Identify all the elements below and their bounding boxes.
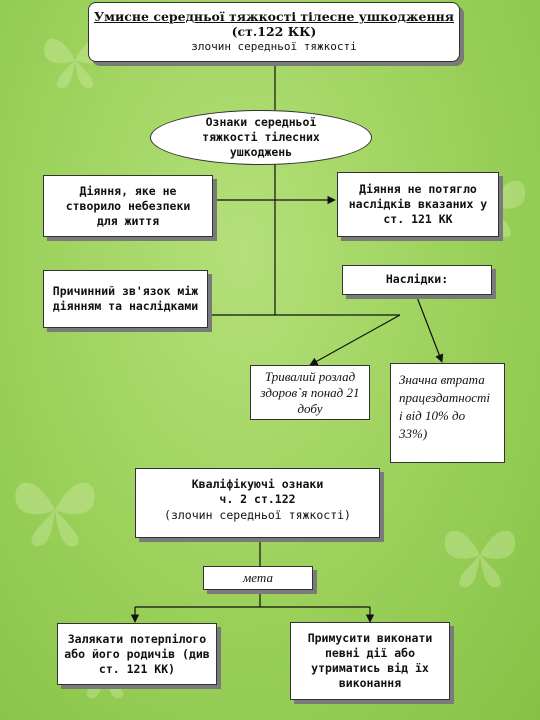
consequences-box — [342, 265, 492, 295]
consequence-2-text: Значна втрата працездатності і від 10% до 33%) — [399, 372, 491, 441]
header-article: (ст.122 КК) — [231, 24, 317, 39]
goal-1-text: Залякати потерпілого або його родичів (див ст. 121 КК) — [64, 631, 210, 676]
qualifying-title: Кваліфікуючі ознаки — [191, 477, 324, 491]
goal-1-box — [57, 623, 217, 685]
left-top-box — [43, 175, 213, 237]
signs-title: Ознаки середньої тяжкості тілесних ушкоджень — [202, 115, 320, 159]
header-box — [88, 2, 460, 62]
goal-2-text: Примусити виконати певні дії або утриматись від їх виконання — [307, 631, 433, 690]
right-top-text: Діяння не потягло наслідків вказаних у ст. 121 КК — [348, 182, 488, 226]
consequences-text: Наслідки: — [385, 272, 449, 286]
causal-text: Причинний зв'язок між діянням та наслідками — [52, 284, 199, 313]
goal-text: мета — [243, 570, 273, 585]
goal-2-box — [290, 622, 450, 700]
header-title: Умисне середньої тяжкості тілесне ушкодження — [94, 9, 454, 24]
header-subtitle: злочин середньої тяжкості — [191, 40, 357, 53]
consequence-1-text: Тривалий розлад здоров`я понад 21 добу — [260, 368, 360, 416]
qualifying-article: ч. 2 ст.122 — [219, 492, 296, 506]
qualifying-box — [135, 468, 380, 538]
consequence-1-box — [250, 365, 370, 420]
right-top-box — [337, 172, 499, 237]
causal-box — [43, 270, 208, 328]
signs-ellipse — [150, 110, 372, 165]
qualifying-subtitle: (злочин середньої тяжкості) — [164, 508, 351, 522]
consequence-2-box — [390, 363, 505, 463]
goal-box — [203, 566, 313, 590]
left-top-text: Діяння, яке не створило небезпеки для життя — [65, 183, 191, 228]
